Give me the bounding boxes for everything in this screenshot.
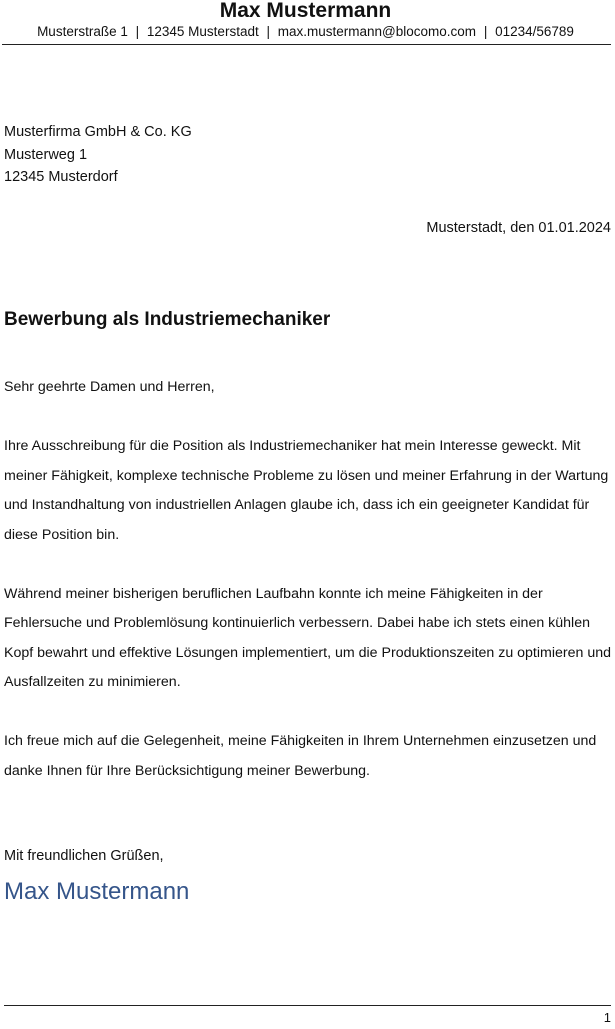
letter-subject: Bewerbung als Industriemechaniker [4, 309, 331, 330]
sender-street: Musterstraße 1 [37, 24, 128, 39]
footer-divider [4, 1005, 611, 1006]
separator: | [483, 24, 488, 39]
sender-name: Max Mustermann [219, 0, 392, 22]
body-paragraph-1: Ihre Ausschreibung für die Position als Industriemechaniker hat mein Interesse geweckt. Mit meiner Fähigkeit, komplexe technische Probleme zu lösen und meiner Erfahrung in der Wartung und Instandhaltung von industriellen Anlagen glaube ich, dass ich ein geeigneter Kandidat für diese Position bin. [4, 438, 609, 543]
separator: | [266, 24, 270, 39]
body-paragraph-3: Ich freue mich auf die Gelegenheit, meine Fähigkeiten in Ihrem Unternehmen einzusetzen und danke Ihnen für Ihre Berücksichtigung meiner Bewerbung. [4, 733, 597, 779]
sender-contact-line [0, 22, 611, 42]
letter-body [4, 373, 612, 816]
closing-salutation: Mit freundlichen Grüßen, [4, 848, 164, 864]
recipient-street: Musterweg 1 [4, 146, 88, 163]
sender-email: max.mustermann@blocomo.com [277, 24, 477, 39]
recipient-company: Musterfirma GmbH & Co. KG [4, 124, 192, 140]
page-number: 1 [603, 1010, 611, 1025]
place-and-date: Musterstadt, den 01.01.2024 [426, 220, 611, 236]
sender-city: 12345 Musterstadt [146, 24, 259, 39]
sender-phone: 01234/56789 [495, 24, 574, 39]
letterhead [0, 0, 611, 42]
body-paragraph-2: Während meiner bisherigen beruflichen Laufbahn konnte ich meine Fähigkeiten in der Fehlersuche und Problemlösung kontinuierlich verbessern. Dabei habe ich stets einen kühlen Kopf bewahrt und effektive Lösungen implementiert, um die Produktionszeiten zu optimieren und Ausfallzeiten zu minimieren. [4, 585, 612, 690]
greeting: Sehr geehrte Damen und Herren, [4, 379, 215, 395]
separator: | [135, 24, 140, 39]
signature: Max Mustermann [4, 878, 190, 905]
recipient-city: 12345 Musterdorf [4, 169, 118, 185]
recipient-address [4, 121, 192, 189]
header-divider [2, 44, 611, 45]
